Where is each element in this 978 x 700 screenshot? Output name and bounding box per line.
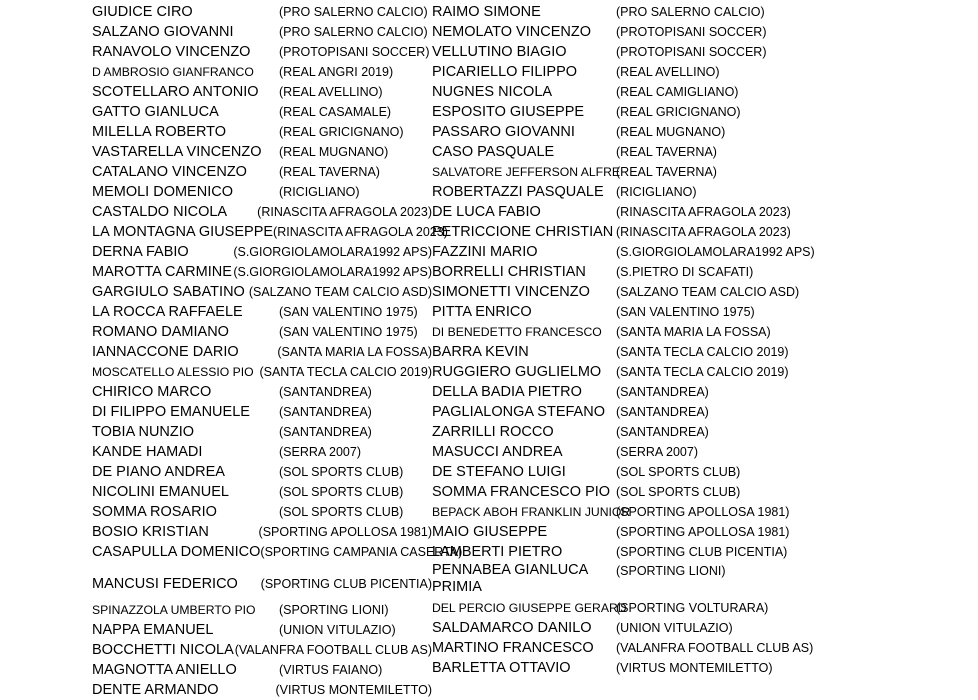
player-name: CASAPULLA DOMENICO <box>92 544 261 560</box>
player-name: DE LUCA FABIO <box>432 204 541 220</box>
club-name: (SANTANDREA) <box>616 405 709 419</box>
player-name: ESPOSITO GIUSEPPE <box>432 104 585 120</box>
player-name: DELLA BADIA PIETRO <box>432 384 582 400</box>
player-name: RAIMO SIMONE <box>432 4 541 20</box>
list-item <box>432 382 978 402</box>
club-name: (PROTOPISANI SOCCER) <box>616 45 767 59</box>
list-item <box>92 680 432 700</box>
club-name: (SPORTING APOLLOSA 1981) <box>258 525 432 539</box>
club-name: (SOL SPORTS CLUB) <box>279 505 404 519</box>
player-name: GARGIULO SABATINO <box>92 284 245 300</box>
player-name: NAPPA EMANUEL <box>92 622 214 638</box>
player-name: MILELLA ROBERTO <box>92 124 227 140</box>
list-item <box>92 574 432 594</box>
list-item <box>432 562 978 598</box>
club-name: (S.GIORGIOLAMOLARA1992 APS) <box>233 265 432 279</box>
list-item <box>432 442 978 462</box>
list-item <box>92 242 432 262</box>
player-name: SCOTELLARO ANTONIO <box>92 84 259 100</box>
club-name: (SAN VALENTINO 1975) <box>279 305 418 319</box>
club-name: (S.PIETRO DI SCAFATI) <box>616 265 754 279</box>
list-item <box>92 422 432 442</box>
player-name: VASTARELLA VINCENZO <box>92 144 262 160</box>
club-name: (RINASCITA AFRAGOLA 2023) <box>616 205 791 219</box>
club-name: (SALZANO TEAM CALCIO ASD) <box>248 285 432 299</box>
club-name: (SERRA 2007) <box>616 445 698 459</box>
club-name: (RINASCITA AFRAGOLA 2023) <box>257 205 432 219</box>
player-name: GATTO GIANLUCA <box>92 104 219 120</box>
club-name: (VIRTUS FAIANO) <box>279 663 383 677</box>
list-item <box>92 102 432 122</box>
list-item <box>92 382 432 402</box>
list-item <box>92 82 432 102</box>
player-name: LA MONTAGNA GIUSEPPE <box>92 224 274 240</box>
club-name: (REAL AVELLINO) <box>279 85 383 99</box>
club-name: (VALANFRA FOOTBALL CLUB AS) <box>616 641 814 655</box>
list-item <box>92 282 432 302</box>
club-name: (SPORTING VOLTURARA) <box>616 601 769 615</box>
list-item <box>432 262 978 282</box>
club-name: (REAL TAVERNA) <box>279 165 380 179</box>
list-item <box>432 62 978 82</box>
list-item <box>92 122 432 142</box>
list-item <box>432 502 978 522</box>
list-item <box>92 262 432 282</box>
player-name: MEMOLI DOMENICO <box>92 184 233 200</box>
player-name: NUGNES NICOLA <box>432 84 553 100</box>
list-item <box>432 302 978 322</box>
player-name: DERNA FABIO <box>92 244 189 260</box>
player-name: RUGGIERO GUGLIELMO <box>432 364 602 380</box>
player-name: BOCCHETTI NICOLA <box>92 642 234 658</box>
list-item <box>432 542 978 562</box>
list-item <box>432 658 978 678</box>
club-name: (SOL SPORTS CLUB) <box>279 485 404 499</box>
list-item <box>432 322 978 342</box>
club-name: (VALANFRA FOOTBALL CLUB AS) <box>234 643 432 657</box>
club-name: (SPORTING CLUB PICENTIA) <box>616 545 788 559</box>
club-name: (SAN VALENTINO 1975) <box>279 325 418 339</box>
player-name: DI FILIPPO EMANUELE <box>92 404 250 420</box>
club-name: (PROTOPISANI SOCCER) <box>279 45 430 59</box>
list-item <box>432 42 978 62</box>
player-name: MANCUSI FEDERICO <box>92 576 238 592</box>
club-name: (SPORTING LIONI) <box>279 603 389 617</box>
club-name: (REAL MUGNANO) <box>616 125 726 139</box>
list-item <box>432 618 978 638</box>
club-name: (REAL GRICIGNANO) <box>616 105 741 119</box>
list-item <box>92 302 432 322</box>
player-name: PETRICCIONE CHRISTIAN <box>432 224 614 240</box>
player-name: DENTE ARMANDO <box>92 682 219 698</box>
club-name: (SANTA MARIA LA FOSSA) <box>616 325 771 339</box>
player-name: LA ROCCA RAFFAELE <box>92 304 243 320</box>
player-name: MAROTTA CARMINE <box>92 264 232 280</box>
club-name: (SANTANDREA) <box>616 385 709 399</box>
list-item <box>92 362 432 382</box>
club-name: (RICIGLIANO) <box>616 185 697 199</box>
list-item <box>92 182 432 202</box>
player-name: CASO PASQUALE <box>432 144 555 160</box>
club-name: (SANTA TECLA CALCIO 2019) <box>616 345 789 359</box>
club-name: (REAL GRICIGNANO) <box>279 125 404 139</box>
list-item <box>432 242 978 262</box>
club-name: (SANTANDREA) <box>279 425 372 439</box>
player-name: ROBERTAZZI PASQUALE <box>432 184 604 200</box>
left-column <box>0 2 463 700</box>
list-item <box>432 82 978 102</box>
list-item <box>92 600 432 620</box>
club-name: (UNION VITULAZIO) <box>616 621 733 635</box>
player-name: VELLUTINO BIAGIO <box>432 44 567 60</box>
list-item <box>92 640 432 660</box>
player-name: RANAVOLO VINCENZO <box>92 44 251 60</box>
player-name: ROMANO DAMIANO <box>92 324 229 340</box>
club-name: (SAN VALENTINO 1975) <box>616 305 755 319</box>
player-name: PASSARO GIOVANNI <box>432 124 575 140</box>
list-item <box>92 42 432 62</box>
player-name: DE STEFANO LUIGI <box>432 464 566 480</box>
list-item <box>92 402 432 422</box>
club-name: (SANTA MARIA LA FOSSA) <box>277 345 432 359</box>
list-item <box>92 462 432 482</box>
list-item <box>432 598 978 618</box>
player-name: PENNABEA GIANLUCA PRIMIA <box>432 562 588 595</box>
list-item <box>92 620 432 640</box>
club-name: (SANTANDREA) <box>279 385 372 399</box>
club-name: (SANTANDREA) <box>279 405 372 419</box>
player-name: LAMBERTI PIETRO <box>432 544 563 560</box>
player-name: D AMBROSIO GIANFRANCO <box>92 65 254 79</box>
list-item <box>432 182 978 202</box>
player-name: MASUCCI ANDREA <box>432 444 563 460</box>
club-name: (VIRTUS MONTEMILETTO) <box>275 683 432 697</box>
club-name: (SPORTING LIONI) <box>616 564 726 578</box>
right-column <box>432 2 978 678</box>
player-name: NEMOLATO VINCENZO <box>432 24 591 40</box>
list-item <box>432 122 978 142</box>
list-item <box>92 342 432 362</box>
player-name: PICARIELLO FILIPPO <box>432 64 578 80</box>
player-name: MAGNOTTA ANIELLO <box>92 662 237 678</box>
club-name: (PRO SALERNO CALCIO) <box>279 5 428 19</box>
player-name: BOSIO KRISTIAN <box>92 524 209 540</box>
player-name: SOMMA FRANCESCO PIO <box>432 484 611 500</box>
player-name: CATALANO VINCENZO <box>92 164 247 180</box>
club-name: (SPORTING APOLLOSA 1981) <box>616 505 790 519</box>
list-item <box>92 142 432 162</box>
club-name: (REAL MUGNANO) <box>279 145 389 159</box>
list-item <box>432 462 978 482</box>
club-name: (SANTA TECLA CALCIO 2019) <box>259 365 432 379</box>
club-name: (SOL SPORTS CLUB) <box>616 485 741 499</box>
player-name: KANDE HAMADI <box>92 444 203 460</box>
list-item <box>92 482 432 502</box>
player-name: SALDAMARCO DANILO <box>432 620 592 636</box>
club-name: (UNION VITULAZIO) <box>279 623 396 637</box>
player-name: MAIO GIUSEPPE <box>432 524 548 540</box>
player-name: BEPACK ABOH FRANKLIN JUNIOR <box>432 505 631 519</box>
list-item <box>92 542 463 562</box>
player-name: MARTINO FRANCESCO <box>432 640 594 656</box>
list-item <box>432 362 978 382</box>
player-name: BARRA KEVIN <box>432 344 529 360</box>
list-item <box>92 2 432 22</box>
player-name: NICOLINI EMANUEL <box>92 484 229 500</box>
club-name: (RICIGLIANO) <box>279 185 360 199</box>
player-name: IANNACCONE DARIO <box>92 344 239 360</box>
list-item <box>432 22 978 42</box>
list-item <box>432 282 978 302</box>
club-name: (RINASCITA AFRAGOLA 2023) <box>273 225 448 239</box>
list-item <box>92 222 448 242</box>
player-name: MOSCATELLO ALESSIO PIO <box>92 365 254 379</box>
list-item <box>92 202 432 222</box>
player-name: DI BENEDETTO FRANCESCO <box>432 325 602 339</box>
list-item <box>92 62 432 82</box>
player-name: PITTA ENRICO <box>432 304 532 320</box>
club-name: (SPORTING CLUB PICENTIA) <box>260 577 432 591</box>
list-item <box>432 2 978 22</box>
list-item <box>92 22 432 42</box>
player-name: SPINAZZOLA UMBERTO PIO <box>92 603 256 617</box>
club-name: (SPORTING APOLLOSA 1981) <box>616 525 790 539</box>
list-item <box>92 442 432 462</box>
list-item <box>432 202 978 222</box>
player-name: CASTALDO NICOLA <box>92 204 228 220</box>
club-name: (SPORTING CAMPANIA CASERTA) <box>260 545 463 559</box>
club-name: (SANTANDREA) <box>616 425 709 439</box>
club-name: (REAL ANGRI 2019) <box>279 65 394 79</box>
club-name: (SANTA TECLA CALCIO 2019) <box>616 365 789 379</box>
list-item <box>92 660 432 680</box>
club-name: (RINASCITA AFRAGOLA 2023) <box>616 225 791 239</box>
player-name: SOMMA ROSARIO <box>92 504 217 520</box>
list-item <box>92 502 432 522</box>
player-name: BORRELLI CHRISTIAN <box>432 264 586 280</box>
list-item <box>432 342 978 362</box>
club-name: (S.GIORGIOLAMOLARA1992 APS) <box>233 245 432 259</box>
player-name: TOBIA NUNZIO <box>92 424 195 440</box>
club-name: (SOL SPORTS CLUB) <box>279 465 404 479</box>
player-name: FAZZINI MARIO <box>432 244 538 260</box>
club-name: (PRO SALERNO CALCIO) <box>616 5 765 19</box>
club-name: (REAL CASAMALE) <box>279 105 392 119</box>
player-name: SALVATORE JEFFERSON ALFRE <box>432 165 621 179</box>
two-column-list <box>0 2 978 700</box>
club-name: (VIRTUS MONTEMILETTO) <box>616 661 773 675</box>
list-item <box>92 322 432 342</box>
player-name: PAGLIALONGA STEFANO <box>432 404 605 420</box>
list-item <box>432 222 978 242</box>
club-name: (SOL SPORTS CLUB) <box>616 465 741 479</box>
list-item <box>432 162 978 182</box>
player-name: DE PIANO ANDREA <box>92 464 225 480</box>
player-name: SIMONETTI VINCENZO <box>432 284 590 300</box>
list-item <box>432 102 978 122</box>
club-name: (REAL CAMIGLIANO) <box>616 85 739 99</box>
club-name: (SERRA 2007) <box>279 445 361 459</box>
list-item <box>432 482 978 502</box>
list-item <box>432 522 978 542</box>
player-name: CHIRICO MARCO <box>92 384 212 400</box>
list-item <box>432 142 978 162</box>
list-item <box>92 162 432 182</box>
player-name: SALZANO GIOVANNI <box>92 24 234 40</box>
player-name: BARLETTA OTTAVIO <box>432 660 571 676</box>
club-name: (REAL TAVERNA) <box>616 145 717 159</box>
player-name: GIUDICE CIRO <box>92 4 193 20</box>
list-item <box>432 638 978 658</box>
club-name: (S.GIORGIOLAMOLARA1992 APS) <box>616 245 815 259</box>
player-name: DEL PERCIO GIUSEPPE GERARD <box>432 601 627 615</box>
club-name: (SALZANO TEAM CALCIO ASD) <box>616 285 800 299</box>
club-name: (PRO SALERNO CALCIO) <box>279 25 428 39</box>
list-item <box>432 402 978 422</box>
list-item <box>92 522 432 542</box>
player-name: ZARRILLI ROCCO <box>432 424 554 440</box>
club-name: (PROTOPISANI SOCCER) <box>616 25 767 39</box>
club-name: (REAL TAVERNA) <box>616 165 717 179</box>
club-name: (REAL AVELLINO) <box>616 65 720 79</box>
list-item <box>432 422 978 442</box>
